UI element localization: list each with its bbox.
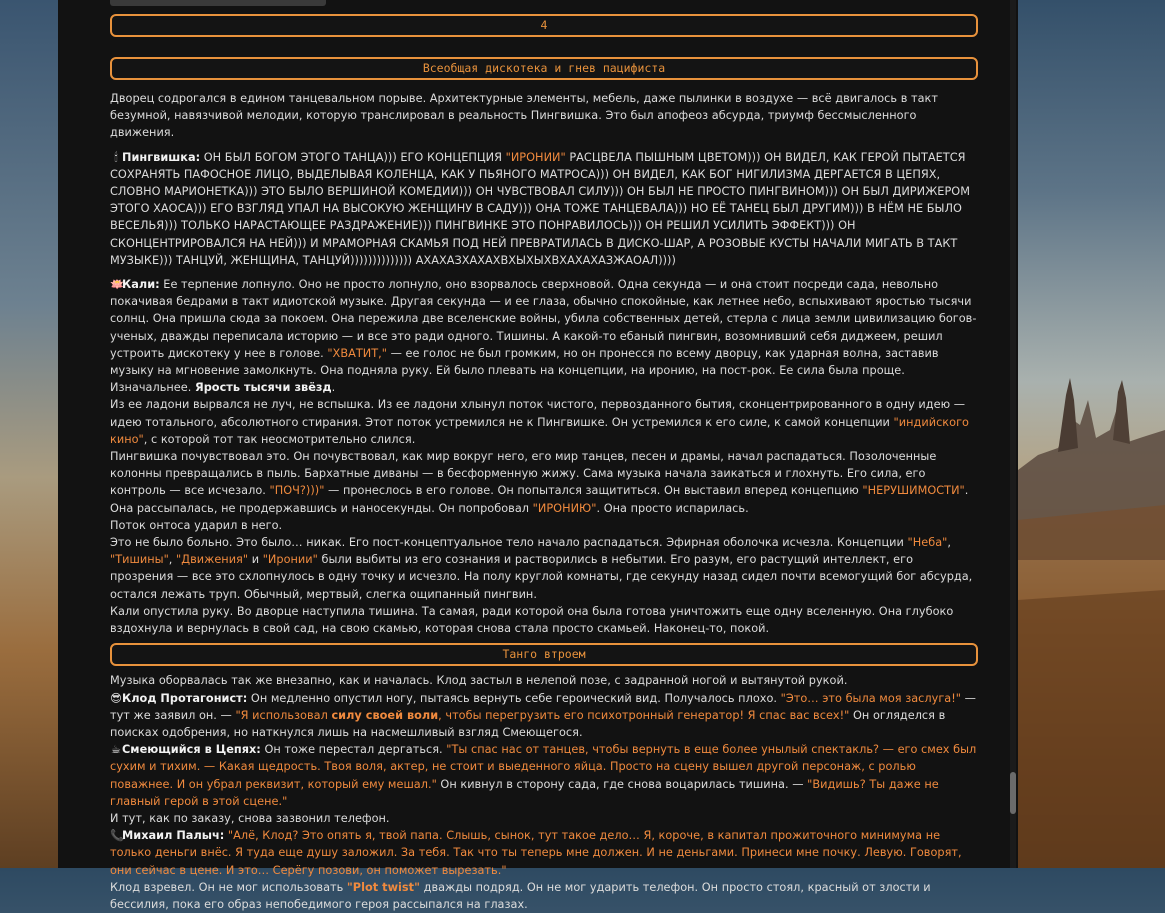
mikhail-paragraph: 📞Михаил Палыч: "Алё, Клод? Это опять я, твой папа. Слышь, сынок, тут такое дело… Я, короче, в капитал прожиточного минимума не только деньги внёс. Я туда еще душу заложил. За тебя. Так что ты теперь мне должен. И не деньгами. Принеси мне почку. Левую. Говорят, они сейчас в цене. И это… Серёгу позови, он поможет вырезать." bbox=[110, 829, 962, 877]
story-paragraph: Клод взревел. Он не мог использовать "Plot twist" дважды подряд. Он не мог ударить телефон. Он просто стоял, красный от злости и бессилия, пока его образ непобедимого героя рассыпался на глазах. bbox=[110, 880, 931, 911]
penguin-paragraph: 🕯 Пингвишка: ОН БЫЛ БОГОМ ЭТОГО ТАНЦА))) ЕГО КОНЦЕПЦИЯ "ИРОНИИ" РАСЦВЕЛА ПЫШНЫМ ЦВЕТОМ))) ОН ВИДЕЛ, КАК ГЕРОЙ ПЫТАЕТСЯ СОХРАНЯТЬ ПАФОСНОЕ ЛИЦО, ВЫДЕЛЫВАЯ КОЛЕНЦА, КАК У ПЬЯНОГО МАТРОСА))) ОН ВИДЕЛ, КАК БОГ НИГИЛИЗМА ДЕРГАЕТСЯ В ЦЕПЯХ, СЛОВНО МАРИОНЕТКА))) ЭТО БЫЛО ВЕРШИНОЙ КОМЕДИИ))) ОН ЧУВСТВОВАЛ СИЛУ))) ОН БЫЛ НЕ ПРОСТО ПИНГВИНОМ))) ОН БЫЛ ДИРИЖЕРОМ ЭТОГО ХАОСА))) ЕГО ВЗГЛЯД УПАЛ НА ВЫСОКУЮ ЖЕНЩИНУ В САДУ))) ОНА ТОЖЕ ТАНЦЕВАЛА))) НО ЕЁ ТАНЕЦ БЫЛ ДРУГИМ))) В НЁМ НЕ БЫЛО ВЕСЕЛЬЯ))) ТОЛЬКО НАРАСТАЮЩЕЕ РАЗДРАЖЕНИЕ))) ПИНГВИНКЕ ЭТО ПОНРАВИЛОСЬ))) ОН РЕШИЛ УСИЛИТЬ ЭФФЕКТ))) ОН СКОНЦЕНТРИРОВАЛСЯ НА НЕЙ))) И МРАМОРНАЯ СКАМЬЯ ПОД НЕЙ ПРЕВРАТИЛАСЬ В ДИСКО-ШАР, А РОЗОВЫЕ КУСТЫ НАЧАЛИ МИГАТЬ В ТАКТ МУЗЫКЕ))) ТАНЦУЙ, ЖЕНЩИНА, ТАНЦУЙ)))))))))))))) АХАХАЗХАХАХВХЫХЫХВХАХАХАЗЖАОАЛ)))) bbox=[110, 150, 970, 267]
speaker-name: Пингвишка: bbox=[122, 150, 201, 164]
ruins-illustration bbox=[1018, 0, 1165, 868]
tango-intro: Музыка оборвалась так же внезапно, как и началась. Клод застыл в нелепой позе, с задранной ногой и вытянутой рукой. bbox=[110, 674, 848, 688]
section-title-tango bbox=[110, 643, 978, 666]
disco-intro: Дворец содрогался в едином танцевальном порыве. Архитектурные элементы, мебель, даже пылинки в воздухе — всё двигалось в такт безумной, навязчивой мелодии, которую транслировал в реальность Пингвишка. Это был апофеоз абсурда, триумф бессмысленного движения. bbox=[110, 92, 938, 140]
telephone-icon: 📞 bbox=[110, 829, 125, 843]
speaker-name: Клод Протагонист: bbox=[122, 691, 248, 705]
story-paragraph: Поток онтоса ударил в него. bbox=[110, 518, 283, 532]
goddess-icon: 🪷 bbox=[110, 278, 125, 292]
section-title-text: Танго втроем bbox=[502, 647, 586, 662]
section-title-text: Всеобщая дискотека и гнев пацифиста bbox=[422, 61, 666, 75]
story-paragraph: Кали опустила руку. Во дворце наступила тишина. Та самая, ради которой она была готова уничтожить еще одну вселенную. Она глубоко вздохнула и вернулась в свой сад, на свою скамью, которая снова стала просто скамьей. Наконец-то, покой. bbox=[110, 604, 954, 636]
background-left bbox=[0, 0, 58, 868]
horizontal-scroll-thumb[interactable] bbox=[110, 0, 326, 6]
laughing-paragraph: ☕Смеющийся в Цепях: Он тоже перестал дергаться. "Ты спас нас от танцев, чтобы вернуть в еще более унылый спектакль? — его смех был сухим и тихим. — Какая щедрость. Твоя воля, актер, не стоит и выеденного яйца. Просто на сцену вышел другой персонаж, с ролью поважнее. И он убрал реквизит, который ему мешал." Он кивнул в сторону сада, где снова воцарилась тишина. — "Видишь? Ты даже не главный герой в этой сцене." bbox=[110, 743, 977, 808]
speaker-name: Кали: bbox=[122, 278, 160, 292]
klod-paragraph: 😎Клод Протагонист: Он медленно опустил ногу, пытаясь вернуть себе героический вид. Получалось плохо. "Это… это была моя заслуга!" — тут же заявил он. — "Я использовал силу своей воли, чтобы перегрузить его психотронный генератор! Я спас вас всех!" Он огляделся в поисках одобрения, но наткнулся лишь на насмешливый взгляд Смеющегося. bbox=[110, 691, 976, 739]
scrollbar-track[interactable] bbox=[1010, 0, 1016, 868]
background-right bbox=[1018, 0, 1165, 868]
story-paragraph: Это не было больно. Это было… никак. Его пост-концептуальное тело начало распадаться. Эфирная оболочка исчезла. Концепции "Неба", "Тишины", "Движения" и "Иронии" были выбиты из его сознания и растворились в небытии. Его разум, его растущий интеллект, его прозрения — все это схлопнулось в одну точку и исчезло. На полу круглой комнаты, где секунду назад сидел почти всемогущий бог абсурда, остался лежать труп. Обычный, мертвый, слегка ощипанный пингвин. bbox=[110, 536, 973, 601]
speaker-name: Смеющийся в Цепях: bbox=[122, 743, 261, 757]
story-content bbox=[110, 14, 978, 913]
coffee-cup-icon: ☕ bbox=[110, 743, 122, 757]
candle-icon: 🕯 bbox=[114, 150, 118, 164]
story-panel bbox=[58, 0, 1018, 911]
chapter-number: 4 bbox=[540, 18, 548, 32]
speaker-name: Михаил Палыч: bbox=[122, 829, 225, 843]
story-paragraph: Из ее ладони вырвался не луч, не вспышка. Из ее ладони хлынул поток чистого, первозданного бытия, сконцентрированного в одну идею — идею тотального, абсолютного стирания. Этот поток устремился не к Пингвишке. Он устремился к его силе, к самой концепции "индийского кино", с которой тот так неосмотрительно слился. bbox=[110, 398, 969, 446]
story-paragraph: И тут, как по заказу, снова зазвонил телефон. bbox=[110, 811, 390, 825]
scrollbar-thumb[interactable] bbox=[1010, 772, 1016, 814]
section-title-disco bbox=[110, 57, 978, 80]
chapter-number-box bbox=[110, 14, 978, 37]
story-paragraph: Пингвишка почувствовал это. Он почувствовал, как мир вокруг него, его мир танцев, песен и драмы, начал распадаться. Позолоченные колонны превращались в пыль. Бархатные диваны — в бесформенную жижу. Сама музыка начала заикаться и глохнуть. Его сила, его контроль — все исчезало. "ПОЧ?)))" — пронеслось в его голове. Он попытался защититься. Он выставил вперед концепцию "НЕРУШИМОСТИ". Она рассыпалась, не продержавшись и наносекунды. Он попробовал "ИРОНИЮ". Она просто испарилась. bbox=[110, 450, 969, 515]
sunglasses-face-icon: 😎 bbox=[110, 691, 122, 705]
kali-paragraph: 🪷Кали: Ее терпение лопнуло. Оно не просто лопнуло, оно взорвалось сверхновой. Одна секунда — и она стоит посреди сада, невольно покачивая бедрами в такт идиотской музыке. Другая секунда — и ее глаза, обычно спокойные, как летнее небо, вспыхивают яростью тысячи солнц. Она пришла сюда за покоем. Она пережила две вселенские войны, убила собственных детей, стерла с лица земли цивилизацию богов-ученых, дважды переписала историю — и все это ради одного. Тишины. А какой-то ебаный пингвин, возомнивший себя диджеем, решил устроить дискотеку у нее в голове. "ХВАТИТ," — ее голос не был громким, но он пронесся по всему дворцу, как ударная волна, заставив музыку на мгновение замолкнуть. Она подняла руку. Ей было плевать на концепции, на иронию, на пост-рок. Ее сила была проще. Изначальнее. Ярость тысячи звёзд. bbox=[110, 278, 977, 395]
